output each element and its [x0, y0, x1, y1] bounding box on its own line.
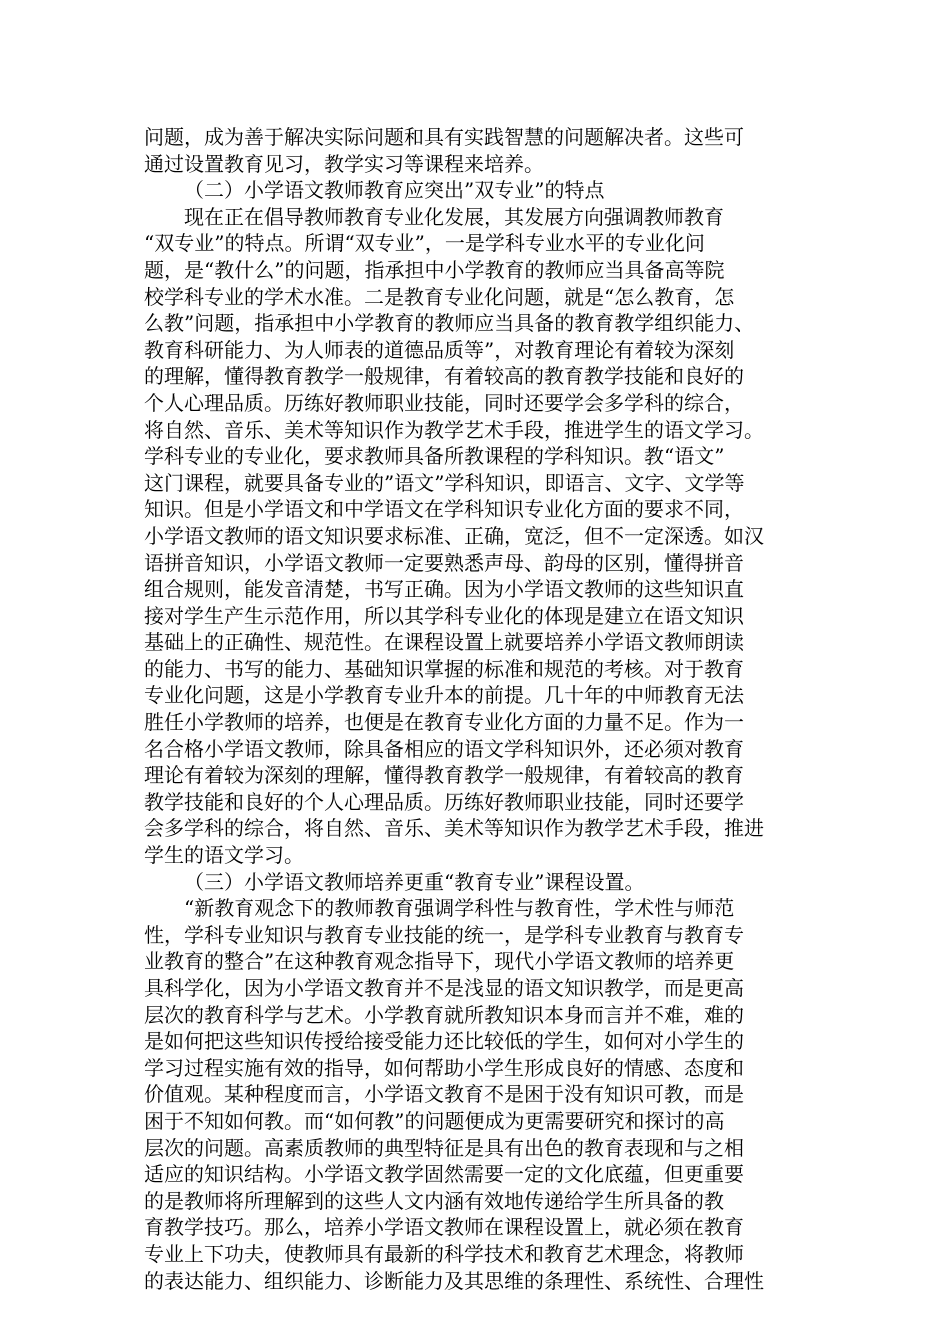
text-line: 知识。但是小学语文和中学语文在学科知识专业化方面的要求不同，: [144, 497, 744, 522]
text-line: 的表达能力、组织能力、诊断能力及其思维的条理性、系统性、合理性: [144, 1268, 764, 1293]
text-line: 题，是“教什么”的问题，指承担中小学教育的教师应当具备高等院: [144, 257, 725, 282]
text-line: 学生的语文学习。: [144, 843, 304, 868]
text-line: 这门课程，就要具备专业的”语文”学科知识，即语言、文字、文学等: [144, 470, 745, 495]
text-line: 问题，成为善于解决实际问题和具有实践智慧的问题解决者。这些可: [144, 125, 744, 149]
text-line: 学习过程实施有效的指导，如何帮助小学生形成良好的情感、态度和: [144, 1055, 744, 1080]
text-line: 具科学化，因为小学语文教育并不是浅显的语文知识教学，而是更高: [144, 976, 744, 1000]
text-line: 接对学生产生示范作用，所以其学科专业化的体现是建立在语文知识: [144, 603, 744, 628]
text-line: 基础上的正确性、规范性。在课程设置上就要培养小学语文教师朗读: [144, 630, 744, 655]
text-line: 层次的教育科学与艺术。小学教育就所教知识本身而言并不难，难的: [144, 1002, 744, 1027]
text-line: 个人心理品质。历练好教师职业技能，同时还要学会多学科的综合，: [144, 390, 744, 415]
text-line: 育教学技巧。那么，培养小学语文教师在课程设置上，就必须在教育: [144, 1215, 744, 1240]
text-line: 名合格小学语文教师，除具备相应的语文学科知识外，还必须对教育: [144, 736, 744, 761]
text-line: 学科专业的专业化，要求教师具备所教课程的学科知识。教“语文”: [144, 444, 725, 469]
text-line: 价值观。某种程度而言，小学语文教育不是困于没有知识可教，而是: [144, 1082, 744, 1107]
text-line: 专业化问题，这是小学教育专业升本的前提。几十年的中师教育无法: [144, 683, 744, 708]
text-line: （二）小学语文教师教育应突出”双专业”的特点: [184, 178, 605, 203]
text-line: 小学语文教师的语文知识要求标准、正确，宽泛，但不一定深透。如汉: [144, 523, 764, 548]
text-line: 业教育的整合”在这种教育观念指导下，现代小学语文教师的培养更: [144, 949, 735, 974]
text-line: 会多学科的综合，将自然、音乐、美术等知识作为教学艺术手段，推进: [144, 816, 764, 841]
text-line: 的是教师将所理解到的这些人文内涵有效地传递给学生所具备的教: [144, 1188, 724, 1213]
text-line: 困于不知如何教。而“如何教”的问题便成为更需要研究和探讨的高: [144, 1108, 725, 1133]
text-line: 教育科研能力、为人师表的道德品质等”，对教育理论有着较为深刻: [144, 337, 735, 362]
text-line: 组合规则，能发音清楚，书写正确。因为小学语文教师的这些知识直: [144, 577, 744, 602]
text-line: 适应的知识结构。小学语文教学固然需要一定的文化底蕴，但更重要: [144, 1162, 744, 1187]
text-line: 的能力、书写的能力、基础知识掌握的标准和规范的考核。对于教育: [144, 656, 744, 681]
text-line: 的理解，懂得教育教学一般规律，有着较高的教育教学技能和良好的: [144, 364, 744, 389]
text-line: 层次的问题。高素质教师的典型特征是具有出色的教育表现和与之相: [144, 1135, 744, 1160]
text-line: 理论有着较为深刻的理解，懂得教育教学一般规律，有着较高的教育: [144, 763, 744, 788]
text-line: 么教”问题，指承担中小学教育的教师应当具备的教育教学组织能力、: [144, 311, 755, 336]
text-line: 校学科专业的学术水准。二是教育专业化问题，就是“怎么教育，怎: [144, 284, 735, 309]
text-line: 教学技能和良好的个人心理品质。历练好教师职业技能，同时还要学: [144, 789, 744, 814]
text-line: 现在正在倡导教师教育专业化发展，其发展方向强调教师教育: [184, 204, 724, 229]
text-line: （三）小学语文教师培养更重“教育专业”课程设置。: [184, 869, 645, 894]
text-line: “双专业”的特点。所谓“双专业”，一是学科专业水平的专业化问: [144, 231, 705, 256]
body-text: [144, 124, 806, 1294]
text-line: 通过设置教育见习，教学实习等课程来培养。: [144, 151, 544, 176]
text-line: 专业上下功夫，使教师具有最新的科学技术和教育艺术理念，将教师: [144, 1241, 744, 1266]
text-line: “新教育观念下的教师教育强调学科性与教育性，学术性与师范: [184, 896, 735, 921]
text-line: 语拼音知识，小学语文教师一定要熟悉声母、韵母的区别，懂得拼音: [144, 550, 744, 575]
text-line: 将自然、音乐、美术等知识作为教学艺术手段，推进学生的语文学习。: [144, 417, 764, 442]
text-line: 是如何把这些知识传授给接受能力还比较低的学生，如何对小学生的: [144, 1029, 744, 1054]
text-line: 性，学科专业知识与教育专业技能的统一，是学科专业教育与教育专: [144, 922, 744, 947]
text-line: 胜任小学教师的培养，也便是在教育专业化方面的力量不足。作为一: [144, 710, 744, 735]
